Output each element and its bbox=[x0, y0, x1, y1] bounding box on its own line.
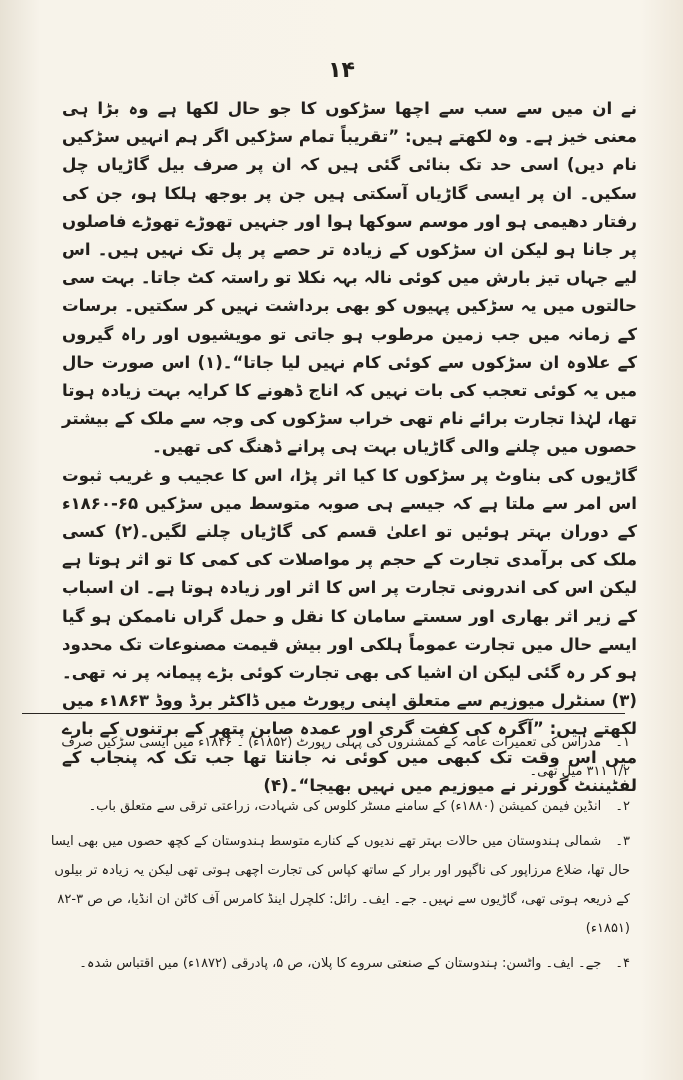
footnote-text: انڈین فیمن کمیشن (۱۸۸۰ء) کے سامنے مسٹر کلوس کی شہادت، زراعتی ترقی سے متعلق باب۔ bbox=[88, 799, 602, 814]
footnote bbox=[40, 792, 630, 821]
footnote-number: ۳۔ bbox=[615, 834, 630, 849]
body-paragraph: نے ان میں سے سب سے اچھا سڑکوں کا جو حال لکھا ہے وہ بڑا ہی معنی خیز ہے۔ وہ لکھتے ہیں: ”تقریباً تمام سڑکیں اگر ہم انہیں سڑکیں نام دیں) اسی حد تک بنائی گئی ہیں کہ ان پر صرف بیل گاڑیاں چل سکیں۔ ان پر ایسی گاڑیاں آسکتی ہیں جن پر بوجھ ہلکا ہو، جن کی رفتار دھیمی ہو اور موسم سوکھا ہوا اور جنہیں تھوڑے تھوڑے فاصلوں پر جانا ہو لیکن ان سڑکوں کے زیادہ تر حصے پر پل تک نہیں ہیں۔ اس لیے جہاں تیز بارش میں کوئی نالہ بہہ نکلا تو راستہ کٹ جاتا۔ بہت سی حالتوں میں یہ سڑکیں پہیوں کو بھی برداشت نہیں کر سکتیں۔ برسات کے زمانہ میں جب زمین مرطوب ہو جاتی تو مویشیوں اور راہ گیروں کے علاوہ ان سڑکوں سے کوئی کام نہیں لیا جاتا“۔(۱) اس صورت حال میں یہ کوئی تعجب کی بات نہیں کہ اناج ڈھونے کا کرایہ بہت زیادہ ہوتا تھا، لہٰذا تجارت برائے نام تھی خراب سڑکوں کی وجہ سے ملک کے بیشتر حصوں میں چلنے والی گاڑیاں بہت ہی پرانے ڈھنگ کی تھیں۔ bbox=[62, 99, 637, 457]
footnote-text: جے۔ ایف۔ واٹسن: ہندوستان کے صنعتی سروے کا پلان، ص ۵، پادرقی (۱۸۷۲ء) میں اقتباس شدہ۔ bbox=[79, 956, 602, 971]
footnote bbox=[40, 728, 630, 786]
footnote-number: ۱۔ bbox=[615, 735, 630, 750]
footnote-number: ۴۔ bbox=[615, 956, 630, 971]
page-number: ۱۴ bbox=[328, 58, 355, 83]
footnote bbox=[40, 949, 630, 978]
footnote-text: مدراس کی تعمیرات عامہ کے کمشنروں کی پہلی رپورٹ (۱۸۵۲ء) ۔ ۱۸۴۶ء میں ایسی سڑکیں صرف ۱/۲ ۳۱۱ میل تھی۔ bbox=[61, 735, 630, 779]
main-text bbox=[62, 95, 637, 800]
footnote-divider bbox=[22, 713, 625, 714]
footnote-text: شمالی ہندوستان میں حالات بہتر تھے ندیوں کے کنارے متوسط ہندوستان کے کچھ حصوں میں بھی ایسا حال تھا، ضلاع مرزاپور کی ناگپور اور برار کے ساتھ کپاس کی تجارت اچھی ہوتی تھی لیکن یہ زیادہ تر بیلوں کے ذریعہ ہوتی تھی، گاڑیوں سے نہیں۔ جے۔ ایف۔ رائل: کلچرل اینڈ کامرس آف کاٹن ان انڈیا، ص ص ۳-۸۲ (۱۸۵۱ء) bbox=[50, 834, 630, 936]
body-paragraph: گاڑیوں کی بناوٹ پر سڑکوں کا کیا اثر پڑا، اس کا عجیب و غریب ثبوت اس امر سے ملتا ہے کہ جیسے ہی صوبہ متوسط میں سڑکیں ۶۵-۱۸۶۰ء کے دوران بہتر ہوئیں تو اعلیٰ قسم کی گاڑیاں چلنے لگیں۔(۲) کسی ملک کی برآمدی تجارت کے حجم پر مواصلات کی کمی کا تو اثر ہوتا ہے لیکن اس کی اندرونی تجارت پر اس کا اثر اور زیادہ ہوتا ہے۔ ان اسباب کے زیر اثر بھاری اور سستے سامان کا نقل و حمل گراں ناممکن ہو گیا ایسے حال میں تجارت عموماً ہلکی اور بیش قیمت مصنوعات تک محدود ہو کر رہ گئی لیکن ان اشیا کی بھی تجارت کوئی بڑے پیمانہ پر نہ تھی۔(۳) سنٹرل میوزیم سے متعلق اپنی رپورٹ میں ڈاکٹر برڈ ووڈ ۱۸۶۳ء میں لکھتے ہیں: ”آگرہ کی کفت گری اور عمدہ صابن پتھر کے برتنوں کے بارے میں اس وقت تک کبھی میں کوئی نہ جانتا تھا جب تک کہ پنجاب کے لفٹیننٹ گورنر نے میوزیم میں نہیں بھیجا“۔(۴) bbox=[62, 465, 637, 795]
footnote-number: ۲۔ bbox=[615, 799, 630, 814]
footnote bbox=[40, 827, 630, 943]
footnotes bbox=[40, 728, 630, 984]
